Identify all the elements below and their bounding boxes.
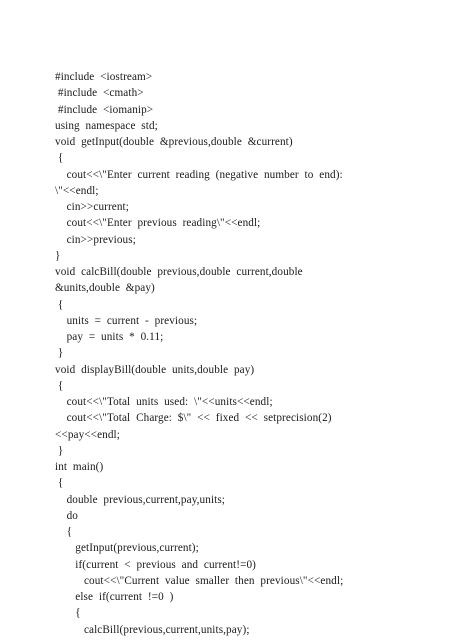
code-line-29: { (55, 526, 73, 538)
code-line-13: void calcBill(double previous,double current,double (55, 266, 303, 278)
code-line-17: pay = units * 0.11; (55, 331, 164, 343)
code-line-7: cout<<\"Enter current reading (negative number to end): (55, 168, 343, 181)
code-line-20: { (55, 379, 64, 392)
code-line-23: <<pay<<endl; (55, 428, 120, 441)
code-line-31: if(current < previous and current!=0) (55, 558, 257, 571)
code-line-5: void getInput(double &previous,double &current) (55, 136, 293, 148)
code-line-27: double previous,current,pay,units; (55, 493, 226, 506)
code-line-15: { (55, 298, 64, 311)
code-line-8: \"<<endl; (55, 184, 99, 197)
code-line-30: getInput(previous,current); (55, 542, 199, 555)
code-line-3: #include <iomanip> (55, 103, 154, 116)
code-line-14: &units,double &pay) (55, 282, 155, 295)
code-line-1: #include <iostream> (55, 71, 153, 83)
code-listing (55, 69, 445, 638)
code-line-26: { (55, 477, 64, 490)
code-line-18: } (55, 347, 64, 360)
code-line-32: cout<<\"Current value smaller then previous\"<<endl; (55, 574, 344, 587)
code-line-16: units = current - previous; (55, 314, 198, 327)
code-line-11: cin>>previous; (55, 233, 136, 246)
code-line-2: #include <cmath> (55, 87, 144, 100)
code-line-9: cin>>current; (55, 201, 129, 213)
code-line-21: cout<<\"Total units used: \"<<units<<endl; (55, 396, 273, 408)
code-line-28: do (55, 509, 78, 522)
code-line-25: int main() (55, 461, 104, 473)
code-line-6: { (55, 152, 64, 165)
code-line-35: calcBill(previous,current,units,pay); (55, 623, 250, 636)
code-line-10: cout<<\"Enter previous reading\"<<endl; (55, 217, 261, 230)
code-line-19: void displayBill(double units,double pay) (55, 363, 255, 376)
code-line-22: cout<<\"Total Charge: $\" << fixed << setprecision(2) (55, 412, 332, 425)
code-line-34: { (55, 607, 81, 620)
code-line-24: } (55, 444, 64, 457)
code-line-12: } (55, 249, 61, 262)
code-line-4: using namespace std; (55, 119, 158, 132)
code-line-33: else if(current !=0 ) (55, 591, 174, 603)
